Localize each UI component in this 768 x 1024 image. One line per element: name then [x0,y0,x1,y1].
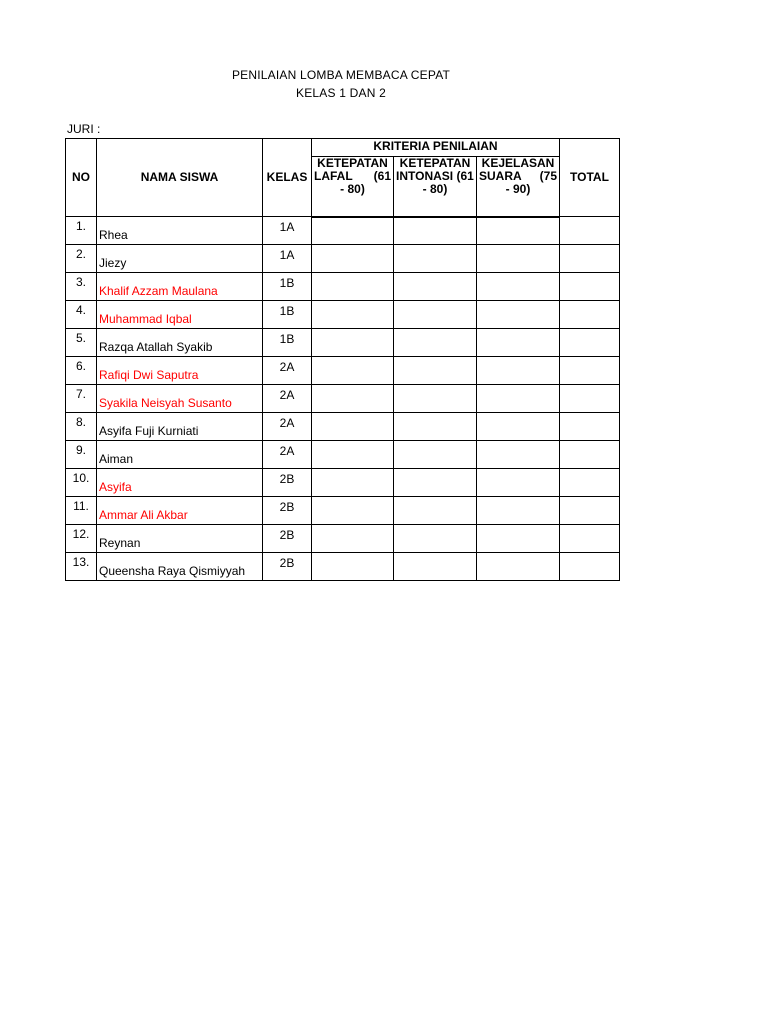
score-suara-cell[interactable] [477,525,560,553]
row-no: 10. [66,469,97,497]
score-intonasi-cell[interactable] [394,357,477,385]
total-cell[interactable] [560,469,620,497]
row-nama-siswa: Rafiqi Dwi Saputra [97,357,263,385]
score-suara-cell[interactable] [477,217,560,245]
row-nama-siswa: Reynan [97,525,263,553]
score-intonasi-cell[interactable] [394,385,477,413]
score-lafal-cell[interactable] [312,357,394,385]
total-cell[interactable] [560,245,620,273]
total-cell[interactable] [560,273,620,301]
score-intonasi-cell[interactable] [394,553,477,581]
score-lafal-cell[interactable] [312,245,394,273]
row-kelas: 2B [263,525,312,553]
header-nama-siswa: NAMA SISWA [97,139,263,217]
row-no: 5. [66,329,97,357]
row-kelas: 1B [263,329,312,357]
total-cell[interactable] [560,385,620,413]
row-nama-siswa: Jiezy [97,245,263,273]
table-row [66,385,620,413]
header-total: TOTAL [560,139,620,217]
header-no: NO [66,139,97,217]
row-nama-siswa: Razqa Atallah Syakib [97,329,263,357]
score-suara-cell[interactable] [477,273,560,301]
row-kelas: 1B [263,273,312,301]
kriteria-line2b: (75 [539,169,557,183]
score-suara-cell[interactable] [477,441,560,469]
row-nama-siswa: Asyifa Fuji Kurniati [97,413,263,441]
row-kelas: 2A [263,357,312,385]
row-nama-siswa: Aiman [97,441,263,469]
row-no: 9. [66,441,97,469]
kriteria-line2a: INTONASI (61 [396,169,474,183]
header-ketepatan-intonasi [394,157,477,217]
kriteria-line3: - 80) [422,182,448,196]
score-intonasi-cell[interactable] [394,329,477,357]
row-nama-siswa: Muhammad Iqbal [97,301,263,329]
score-intonasi-cell[interactable] [394,469,477,497]
row-nama-siswa: Asyifa [97,469,263,497]
score-intonasi-cell[interactable] [394,497,477,525]
row-no: 3. [66,273,97,301]
score-intonasi-cell[interactable] [394,301,477,329]
row-kelas: 1B [263,301,312,329]
total-cell[interactable] [560,217,620,245]
row-kelas: 1A [263,245,312,273]
score-lafal-cell[interactable] [312,385,394,413]
score-intonasi-cell[interactable] [394,273,477,301]
row-nama-siswa: Ammar Ali Akbar [97,497,263,525]
table-row [66,357,620,385]
score-intonasi-cell[interactable] [394,525,477,553]
row-kelas: 2B [263,497,312,525]
score-suara-cell[interactable] [477,553,560,581]
score-intonasi-cell[interactable] [394,413,477,441]
score-lafal-cell[interactable] [312,301,394,329]
score-lafal-cell[interactable] [312,413,394,441]
table-row [66,329,620,357]
page-title: PENILAIAN LOMBA MEMBACA CEPAT [231,68,451,82]
score-suara-cell[interactable] [477,413,560,441]
score-suara-cell[interactable] [477,385,560,413]
table-row [66,413,620,441]
total-cell[interactable] [560,413,620,441]
row-nama-siswa: Syakila Neisyah Susanto [97,385,263,413]
row-kelas: 1A [263,217,312,245]
score-suara-cell[interactable] [477,469,560,497]
total-cell[interactable] [560,357,620,385]
score-intonasi-cell[interactable] [394,217,477,245]
header-kelas: KELAS [263,139,312,217]
kriteria-line2a: LAFAL [314,169,353,183]
table-row [66,301,620,329]
total-cell[interactable] [560,301,620,329]
row-nama-siswa: Rhea [97,217,263,245]
row-nama-siswa: Khalif Azzam Maulana [97,273,263,301]
kriteria-line1: KETEPATAN [317,156,388,170]
total-cell[interactable] [560,497,620,525]
kriteria-line3: - 90) [505,182,531,196]
score-suara-cell[interactable] [477,497,560,525]
row-no: 12. [66,525,97,553]
row-no: 8. [66,413,97,441]
total-cell[interactable] [560,525,620,553]
row-kelas: 2A [263,413,312,441]
kriteria-line1: KETEPATAN [399,156,471,170]
header-ketepatan-lafal [312,157,394,217]
score-suara-cell[interactable] [477,357,560,385]
row-no: 6. [66,357,97,385]
score-lafal-cell[interactable] [312,469,394,497]
score-suara-cell[interactable] [477,245,560,273]
header-kriteria-penilaian: KRITERIA PENILAIAN [312,139,560,157]
score-lafal-cell[interactable] [312,217,394,245]
score-suara-cell[interactable] [477,301,560,329]
table-row [66,469,620,497]
kriteria-line3: - 80) [340,182,365,196]
row-kelas: 2A [263,385,312,413]
score-lafal-cell[interactable] [312,553,394,581]
juri-label: JURI : [67,122,101,136]
row-kelas: 2B [263,469,312,497]
header-kejelasan-suara [477,157,560,217]
score-lafal-cell[interactable] [312,525,394,553]
row-kelas: 2B [263,553,312,581]
score-lafal-cell[interactable] [312,273,394,301]
row-no: 1. [66,217,97,245]
score-intonasi-cell[interactable] [394,441,477,469]
score-table [65,138,620,581]
score-lafal-cell[interactable] [312,441,394,469]
row-no: 11. [66,497,97,525]
row-no: 2. [66,245,97,273]
table-row [66,273,620,301]
kriteria-line1: KEJELASAN [481,156,555,170]
row-nama-siswa: Queensha Raya Qismiyyah [97,553,263,581]
total-cell[interactable] [560,441,620,469]
row-kelas: 2A [263,441,312,469]
row-no: 13. [66,553,97,581]
score-lafal-cell[interactable] [312,497,394,525]
total-cell[interactable] [560,553,620,581]
kriteria-line2a: SUARA [479,169,522,183]
table-row [66,441,620,469]
table-row [66,553,620,581]
kriteria-line2b: (61 [373,169,391,183]
score-intonasi-cell[interactable] [394,245,477,273]
total-cell[interactable] [560,329,620,357]
page-subtitle: KELAS 1 DAN 2 [296,86,386,100]
score-suara-cell[interactable] [477,329,560,357]
table-row [66,217,620,245]
table-row [66,497,620,525]
row-no: 4. [66,301,97,329]
score-lafal-cell[interactable] [312,329,394,357]
table-row [66,245,620,273]
table-row [66,525,620,553]
row-no: 7. [66,385,97,413]
